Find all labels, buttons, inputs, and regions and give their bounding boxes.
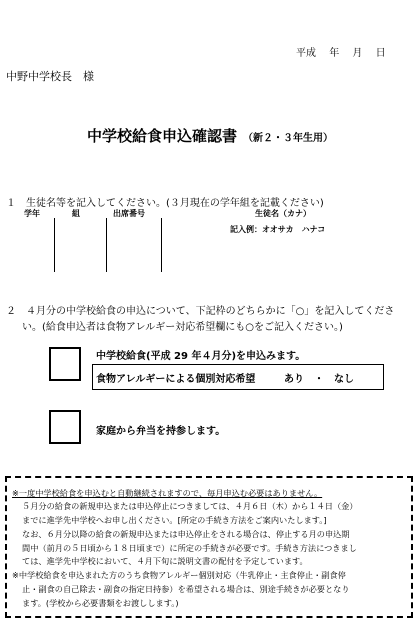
- notice-line: ※中学校給食を申込まれた方のうち食物アレルギー個別対応（牛乳停止・主食停止・副食停: [12, 570, 346, 580]
- day-label: 日: [375, 48, 386, 59]
- section1-question: １ 生徒名等を記入してください。(３月現在の学年組を記載ください): [6, 198, 324, 209]
- allergy-label: 食物アレルギーによる個別対応希望: [96, 374, 256, 385]
- year-label: 年: [329, 48, 340, 59]
- notice-line: ５月分の給食の新規申込または申込停止につきましては、４月６日（木）から１４日（金）: [22, 501, 358, 511]
- title-sub: （新２・３年生用）: [243, 133, 333, 144]
- allergy-choice[interactable]: あり ・ なし: [284, 374, 354, 385]
- notice-line: ます。(学校から必要書類をお渡しします。): [22, 598, 179, 608]
- name-column-header: 生徒名（カナ）: [255, 209, 311, 218]
- class-column-header: 組: [72, 209, 80, 218]
- column-divider: [54, 218, 55, 272]
- school-lunch-checkbox[interactable]: [49, 347, 81, 381]
- addressee: 中野中学校長 様: [6, 70, 94, 83]
- section2-question-line1: ２ ４月分の中学校給食の申込について、下記枠のどちらかに「○」を記入してくださ: [6, 306, 395, 317]
- notice-line: 止・副食の自己除去・副食の指定日持参）を希望される場合は、別途手続きが必要となり: [22, 584, 350, 594]
- name-example: 記入例：オオサカ ハナコ: [230, 225, 326, 234]
- notice-line: までに進学先中学校へお申し出ください。[所定の手続き方法をご案内いたします。]: [22, 515, 327, 525]
- notice-line: ては、進学先中学校において、４月下旬に説明文書の配付を予定しています。: [22, 556, 308, 566]
- era-label: 平成: [296, 48, 316, 59]
- notice-line: 間中（前月の５日頃から１８日頃まで）に所定の手続きが必要です。手続き方法につきまし: [22, 543, 357, 553]
- section2-question-line2: い。(給食申込者は食物アレルギー対応希望欄にも○をご記入ください。): [22, 322, 343, 333]
- notice-line: なお、６月分以降の給食の新規申込または申込停止をされる場合は、停止する月の申込期: [22, 529, 350, 539]
- date-line: [296, 44, 396, 59]
- grade-column-header: 学年: [24, 209, 40, 218]
- school-lunch-option: 中学校給食(平成 29 年４月分)を申込みます。: [96, 351, 306, 362]
- home-lunch-checkbox[interactable]: [49, 410, 81, 444]
- home-lunch-option: 家庭から弁当を持参します。: [96, 426, 226, 437]
- notice-line: ※一度中学校給食を申込むと自動継続されますので、毎月申込む必要はありません。: [12, 488, 323, 498]
- month-label: 月: [352, 48, 363, 59]
- column-divider: [106, 218, 107, 272]
- column-divider: [161, 218, 162, 272]
- number-column-header: 出席番号: [113, 209, 145, 218]
- page-title: [0, 125, 420, 146]
- title-main: 中学校給食申込確認書: [86, 127, 237, 145]
